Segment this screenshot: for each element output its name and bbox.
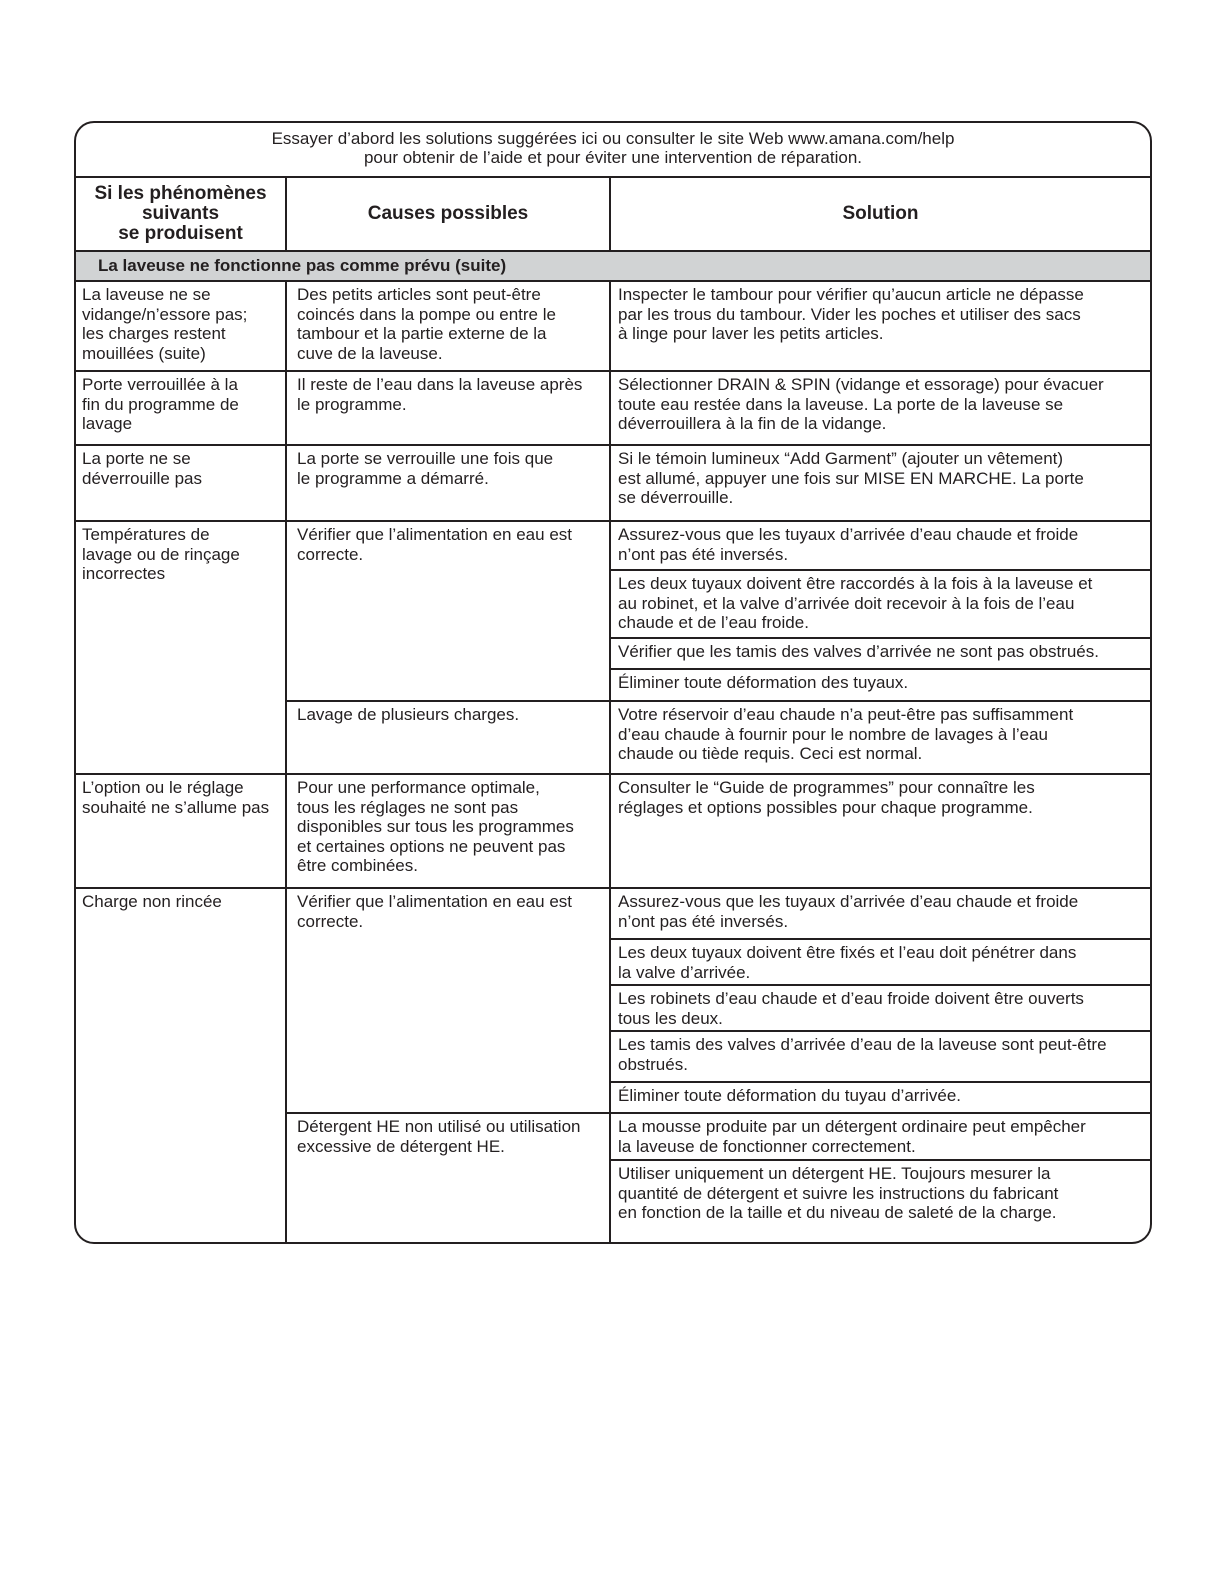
solution-text-line: en fonction de la taille et du niveau de saleté de la charge.	[618, 1203, 1057, 1222]
cause-text-line: coincés dans la pompe ou entre le	[297, 304, 556, 324]
row-divider	[76, 370, 1150, 372]
header-solution: Solution	[842, 203, 919, 224]
cause-text-line: Vérifier que l’alimentation en eau est	[297, 525, 572, 544]
cause-text-line: correcte.	[297, 911, 364, 931]
solution-text-line: par les trous du tambour. Vider les poches et utiliser des sacs	[618, 304, 1081, 324]
solution-text-line: Les robinets d’eau chaude et d’eau froide doivent être ouverts	[618, 989, 1084, 1008]
cause-text-line: Détergent HE non utilisé ou utilisation	[297, 1117, 581, 1136]
problem-text	[82, 778, 269, 817]
solution-text-line: Si le témoin lumineux “Add Garment” (ajouter un vêtement)	[618, 449, 1064, 468]
problem-text-line: les charges restent	[82, 324, 226, 343]
solution-text-line: est allumé, appuyer une fois sur MISE EN MARCHE. La porte	[618, 468, 1084, 488]
solution-text	[618, 705, 1073, 764]
row-divider	[76, 520, 1150, 522]
cause-text-line: le programme.	[297, 394, 407, 414]
row-divider	[76, 773, 1150, 775]
cause-text-line: Des petits articles sont peut-être	[297, 285, 541, 304]
solution-text-line: obstrués.	[618, 1054, 688, 1074]
problem-text-line: lavage ou de rinçage	[82, 544, 240, 564]
header-problem-line: suivants	[141, 203, 220, 224]
solution-text	[618, 943, 1076, 982]
problem-text-line: L’option ou le réglage	[82, 778, 244, 797]
header-problem-line: se produisent	[118, 223, 243, 244]
solution-text-line: la valve d’arrivée.	[618, 962, 751, 982]
solution-text	[618, 778, 1035, 817]
solution-divider	[611, 938, 1152, 940]
cause-divider	[287, 1112, 1152, 1114]
cause-text-line: cuve de la laveuse.	[297, 343, 443, 363]
cause-text-line: être combinées.	[297, 856, 418, 875]
cause-text	[297, 449, 553, 488]
solution-text-line: Utiliser uniquement un détergent HE. Toujours mesurer la	[618, 1164, 1051, 1183]
solution-text-line: Les deux tuyaux doivent être raccordés à la fois à la laveuse et	[618, 574, 1093, 593]
cause-text-line: Lavage de plusieurs charges.	[297, 705, 520, 724]
solution-divider	[611, 668, 1152, 670]
solution-divider	[611, 1081, 1152, 1083]
column-divider	[609, 282, 611, 1244]
problem-text	[82, 892, 222, 912]
problem-text-line: vidange/n’essore pas;	[82, 304, 248, 324]
solution-text	[618, 1117, 1086, 1156]
problem-text-line: Températures de	[82, 525, 210, 544]
solution-text-line: n’ont pas été inversés.	[618, 911, 789, 931]
solution-text-line: tous les deux.	[618, 1008, 723, 1028]
cause-text-line: et certaines options ne peuvent pas	[297, 836, 566, 856]
problem-text	[82, 449, 202, 488]
problem-text-line: La porte ne se	[82, 449, 191, 468]
solution-text-line: Les tamis des valves d’arrivée d’eau de la laveuse sont peut-être	[618, 1035, 1107, 1054]
solution-text-line: déverrouillera à la fin de la vidange.	[618, 414, 887, 433]
solution-text	[618, 892, 1078, 931]
solution-text-line: d’eau chaude à fournir pour le nombre de lavages à l’eau	[618, 724, 1049, 744]
solution-divider	[611, 637, 1152, 639]
solution-divider	[611, 1159, 1152, 1161]
solution-text-line: quantité de détergent et suivre les instructions du fabricant	[618, 1183, 1059, 1203]
column-divider	[285, 282, 287, 1244]
cause-text-line: correcte.	[297, 544, 364, 564]
solution-text	[618, 673, 908, 693]
cause-text	[297, 778, 574, 876]
cause-text	[297, 892, 572, 931]
cause-text-line: Pour une performance optimale,	[297, 778, 540, 797]
solution-text-line: Vérifier que les tamis des valves d’arrivée ne sont pas obstrués.	[618, 642, 1099, 661]
section-title: La laveuse ne fonctionne pas comme prévu (suite)	[76, 252, 1150, 280]
solution-text-line: toute eau restée dans la laveuse. La porte de la laveuse se	[618, 394, 1064, 414]
solution-text-line: Sélectionner DRAIN & SPIN (vidange et essorage) pour évacuer	[618, 375, 1104, 394]
solution-text	[618, 989, 1084, 1028]
cause-text	[297, 285, 556, 363]
problem-text-line: fin du programme de	[82, 394, 239, 414]
solution-text	[618, 1164, 1058, 1223]
solution-text-line: à linge pour laver les petits articles.	[618, 324, 884, 343]
header-problem-line: Si les phénomènes	[94, 183, 267, 204]
problem-text-line: déverrouille pas	[82, 468, 203, 488]
divider	[76, 280, 1150, 282]
solution-text-line: Éliminer toute déformation des tuyaux.	[618, 673, 909, 692]
cause-text-line: tous les réglages ne sont pas	[297, 797, 519, 817]
column-divider	[285, 178, 287, 250]
solution-text-line: Inspecter le tambour pour vérifier qu’aucun article ne dépasse	[618, 285, 1084, 304]
solution-text-line: Les deux tuyaux doivent être fixés et l’eau doit pénétrer dans	[618, 943, 1077, 962]
cause-text-line: tambour et la partie externe de la	[297, 324, 547, 343]
cause-text-line: Vérifier que l’alimentation en eau est	[297, 892, 572, 911]
column-divider	[609, 178, 611, 250]
solution-text	[618, 1086, 961, 1106]
header-causes: Causes possibles	[367, 203, 529, 224]
solution-divider	[611, 1030, 1152, 1032]
problem-text-line: Charge non rincée	[82, 892, 222, 911]
problem-text-line: souhaité ne s’allume pas	[82, 797, 270, 817]
cause-text-line: Il reste de l’eau dans la laveuse après	[297, 375, 583, 394]
cause-text-line: disponibles sur tous les programmes	[297, 817, 574, 836]
problem-text	[82, 525, 240, 584]
solution-text-line: se déverrouille.	[618, 488, 734, 507]
solution-text-line: au robinet, et la valve d’arrivée doit recevoir à la fois de l’eau	[618, 593, 1075, 613]
solution-text	[618, 574, 1092, 633]
solution-text	[618, 1035, 1107, 1074]
solution-divider	[611, 984, 1152, 986]
cause-text-line: excessive de détergent HE.	[297, 1136, 505, 1156]
header-problem	[76, 178, 285, 250]
solution-divider	[611, 569, 1152, 571]
problem-text-line: La laveuse ne se	[82, 285, 211, 304]
solution-text	[618, 285, 1084, 344]
solution-text-line: chaude ou tiède requis. Ceci est normal.	[618, 744, 923, 763]
solution-text-line: la laveuse de fonctionner correctement.	[618, 1136, 916, 1156]
problem-text-line: Porte verrouillée à la	[82, 375, 238, 394]
cause-divider	[287, 700, 1152, 702]
intro-line: pour obtenir de l’aide et pour éviter une intervention de réparation.	[363, 148, 863, 167]
problem-text	[82, 375, 239, 434]
problem-text	[82, 285, 247, 363]
solution-text	[618, 642, 1099, 662]
solution-text	[618, 525, 1078, 564]
problem-text-line: incorrectes	[82, 564, 166, 583]
solution-text-line: La mousse produite par un détergent ordinaire peut empêcher	[618, 1117, 1086, 1136]
problem-text-line: mouillées (suite)	[82, 343, 206, 363]
cause-text	[297, 525, 572, 564]
solution-text-line: n’ont pas été inversés.	[618, 544, 789, 564]
solution-text	[618, 375, 1104, 434]
troubleshooting-table	[74, 121, 1152, 1244]
cause-text	[297, 375, 582, 414]
row-divider	[76, 444, 1150, 446]
solution-text-line: Éliminer toute déformation du tuyau d’arrivée.	[618, 1086, 962, 1105]
solution-text-line: Assurez-vous que les tuyaux d’arrivée d’eau chaude et froide	[618, 892, 1079, 911]
cause-text	[297, 705, 519, 725]
problem-text-line: lavage	[82, 414, 133, 433]
row-divider	[76, 887, 1150, 889]
cause-text	[297, 1117, 581, 1156]
solution-text-line: Consulter le “Guide de programmes” pour connaître les	[618, 778, 1035, 797]
intro-line: Essayer d’abord les solutions suggérées ici ou consulter le site Web www.amana.com/help	[271, 129, 955, 148]
solution-text-line: Assurez-vous que les tuyaux d’arrivée d’eau chaude et froide	[618, 525, 1079, 544]
solution-text-line: chaude et de l’eau froide.	[618, 613, 809, 632]
solution-text	[618, 449, 1084, 508]
intro-note	[76, 123, 1150, 176]
solution-text-line: réglages et options possibles pour chaque programme.	[618, 797, 1033, 817]
cause-text-line: le programme a démarré.	[297, 468, 489, 488]
solution-text-line: Votre réservoir d’eau chaude n’a peut-être pas suffisamment	[618, 705, 1074, 724]
cause-text-line: La porte se verrouille une fois que	[297, 449, 554, 468]
